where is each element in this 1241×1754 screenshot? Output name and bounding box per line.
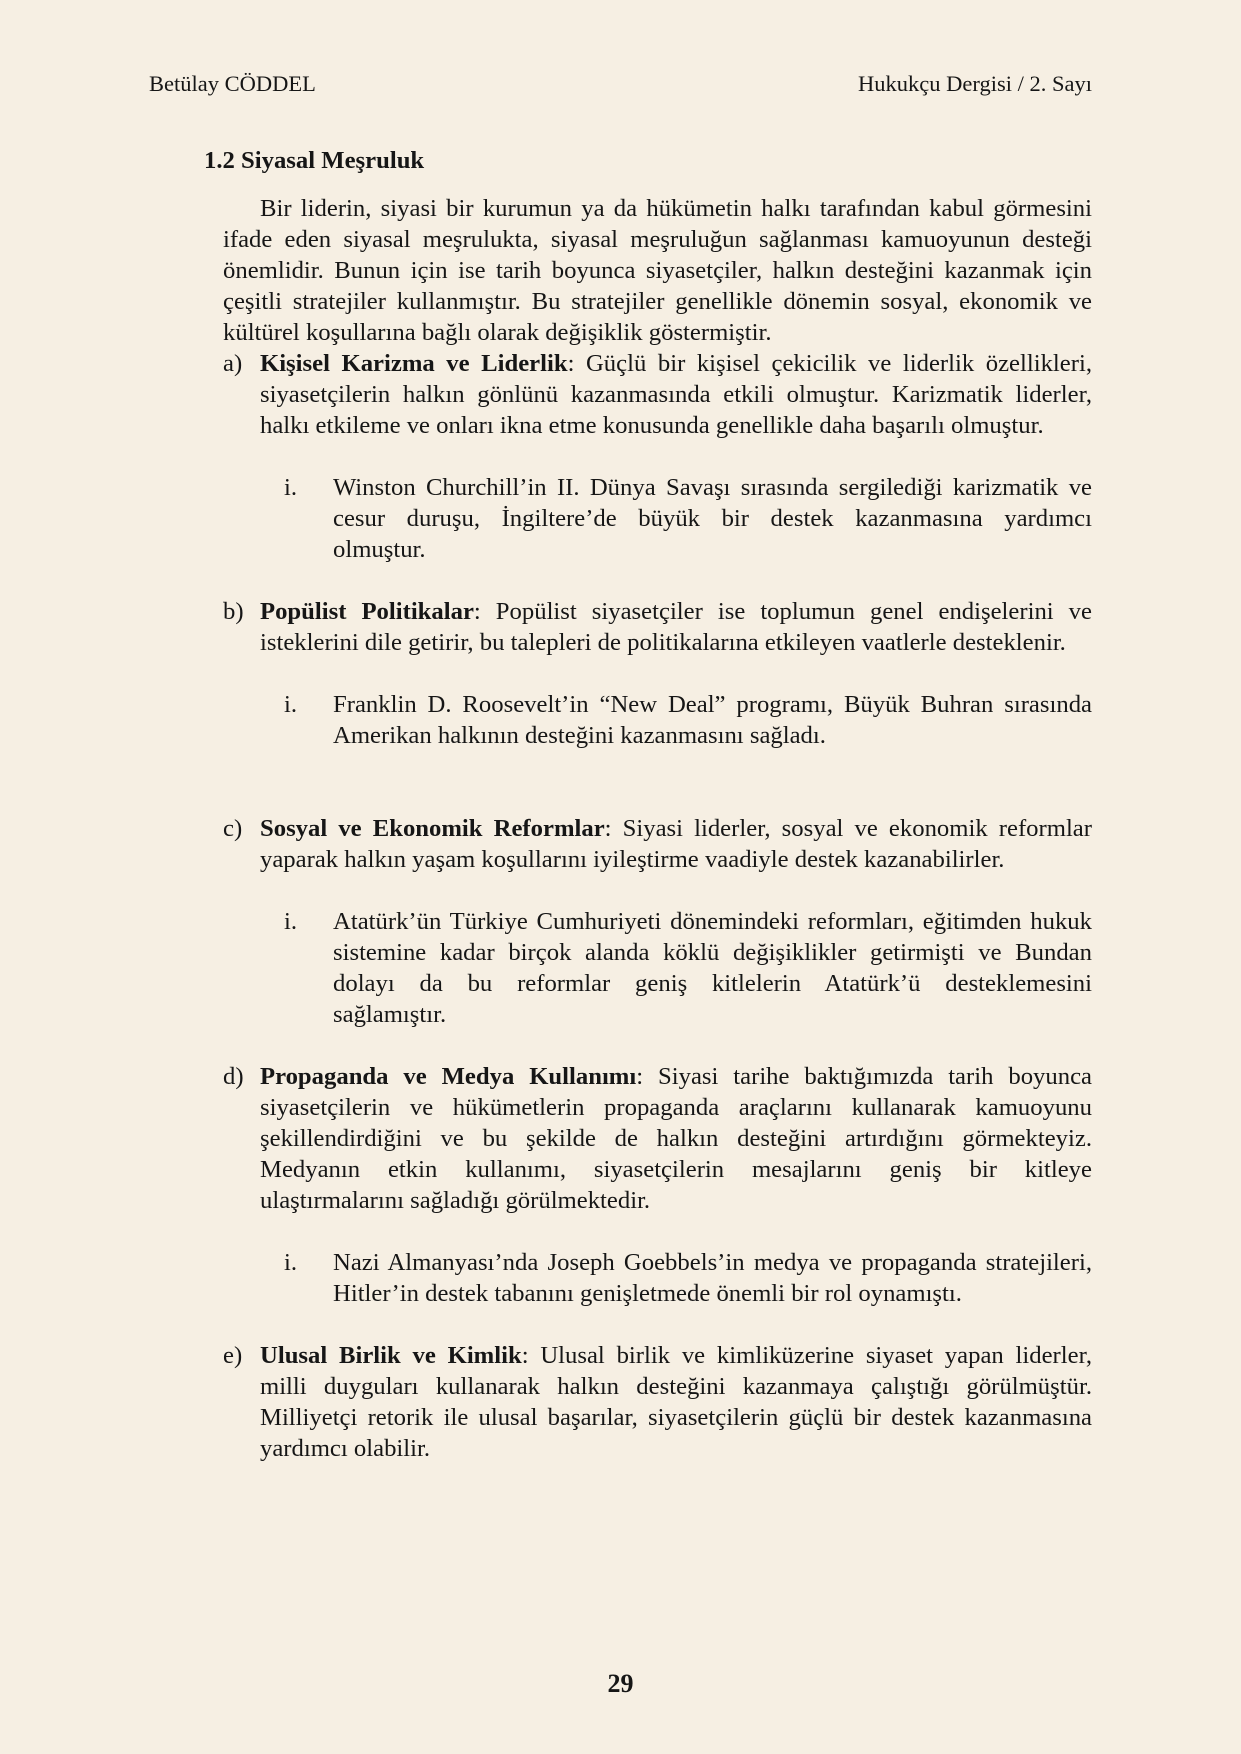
text-line: dolayı da bu reformlar geniş kitlelerin Atatürk’ü desteklemesini (333, 970, 1092, 997)
text-line (260, 1340, 1092, 1371)
list-item-a (223, 348, 1092, 441)
author-name: Betülay CÖDDEL (149, 71, 316, 96)
item-text: : Ulusal birlik ve kimliküzerine siyaset yapan liderler, (521, 1342, 1092, 1369)
text-line: Bir liderin, siyasi bir kurumun ya da hükümetin halkı tarafından kabul görmesini (260, 195, 1092, 222)
item-text: : Siyasi liderler, sosyal ve ekonomik reformlar (604, 815, 1092, 842)
example-item-c-i (223, 906, 1092, 1030)
text-line: siyasetçilerin halkın gönlünü kazanmasında etkili olmuştur. Karizmatik liderler, (260, 381, 1092, 408)
article-body (223, 193, 1092, 1464)
text-line: çeşitli stratejiler kullanmıştır. Bu stratejiler genellikle dönemin sosyal, ekonomik ve (223, 288, 1092, 315)
text-line: sistemine kadar birçok alanda köklü değişiklikler getirmişti ve Bundan (333, 939, 1092, 966)
list-marker: a) (223, 350, 243, 377)
page-number: 29 (607, 1669, 634, 1698)
item-term: Propaganda ve Medya Kullanımı (260, 1063, 637, 1090)
list-item-e (223, 1340, 1092, 1464)
text-line: Amerikan halkının desteğini kazanmasını sağladı. (333, 722, 826, 749)
text-line: kültürel koşullarına bağlı olarak değişiklik göstermiştir. (223, 319, 772, 346)
text-line: önemlidir. Bunun için ise tarih boyunca siyasetçiler, halkın desteğini kazanmak için (223, 257, 1092, 284)
text-line (260, 813, 1092, 844)
text-line: Atatürk’ün Türkiye Cumhuriyeti dönemindeki reformları, eğitimden hukuk (333, 908, 1092, 935)
item-term: Kişisel Karizma ve Liderlik (260, 350, 568, 377)
example-marker: i. (284, 474, 298, 501)
text-line: sağlamıştır. (333, 1001, 447, 1028)
text-line: şekillendirdiğini ve bu şekilde de halkın desteğini artırdığını görmekteyiz. (260, 1125, 1092, 1152)
example-marker: i. (284, 908, 298, 935)
text-line: Medyanın etkin kullanımı, siyasetçilerin mesajlarını geniş bir kitleye (260, 1156, 1092, 1183)
text-line: halkı etkileme ve onları ikna etme konusunda genellikle daha başarılı olmuştur. (260, 412, 1044, 439)
section-title: 1.2 Siyasal Meşruluk (204, 147, 425, 174)
list-item-c (223, 813, 1092, 875)
text-line: Nazi Almanyası’nda Joseph Goebbels’in medya ve propaganda stratejileri, (333, 1249, 1092, 1276)
text-line: cesur duruşu, İngiltere’de büyük bir destek kazanmasına yardımcı (333, 505, 1092, 532)
list-marker: b) (223, 598, 244, 625)
list-marker: e) (223, 1342, 243, 1369)
item-text: : Popülist siyasetçiler ise toplumun genel endişelerini ve (473, 598, 1092, 625)
example-marker: i. (284, 691, 298, 718)
list-item-d (223, 1061, 1092, 1216)
example-item-b-i (223, 689, 1092, 751)
text-line: milli duyguları kullanarak halkın desteğini kazanmaya çalıştığı görülmüştür. (260, 1373, 1092, 1400)
text-line: Winston Churchill’in II. Dünya Savaşı sırasında sergilediği karizmatik ve (333, 474, 1092, 501)
list-marker: d) (223, 1063, 244, 1090)
text-line (260, 1061, 1092, 1092)
text-line (260, 348, 1092, 379)
item-term: Popülist Politikalar (260, 598, 474, 625)
item-text: : Siyasi tarihe baktığımızda tarih boyunca (636, 1063, 1092, 1090)
example-item-a-i (223, 472, 1092, 565)
text-line: isteklerini dile getirir, bu talepleri de politikalarına etkileyen vaatlerle desteklenir. (260, 629, 1066, 656)
item-term: Sosyal ve Ekonomik Reformlar (260, 815, 605, 842)
text-line: Hitler’in destek tabanını genişletmede önemli bir rol oynamıştı. (333, 1280, 962, 1307)
page-header (149, 69, 1092, 99)
text-line: Franklin D. Roosevelt’in “New Deal” programı, Büyük Buhran sırasında (333, 691, 1092, 718)
text-line: olmuştur. (333, 536, 426, 563)
list-item-b (223, 596, 1092, 658)
text-line: ifade eden siyasal meşrulukta, siyasal meşruluğun sağlanması kamuoyunun desteği (223, 226, 1092, 253)
text-line: yaparak halkın yaşam koşullarını iyileştirme vaadiyle destek kazanabilirler. (260, 846, 1005, 873)
example-item-d-i (223, 1247, 1092, 1309)
text-line: yardımcı olabilir. (260, 1435, 431, 1462)
example-marker: i. (284, 1249, 298, 1276)
text-line: Milliyetçi retorik ile ulusal başarılar, siyasetçilerin güçlü bir destek kazanmasına (260, 1404, 1092, 1431)
intro-paragraph (223, 193, 1092, 348)
text-line: ulaştırmalarını sağladığı görülmektedir. (260, 1187, 651, 1214)
text-line (260, 596, 1092, 627)
item-term: Ulusal Birlik ve Kimlik (260, 1342, 522, 1369)
list-marker: c) (223, 815, 243, 842)
journal-name: Hukukçu Dergisi / 2. Sayı (858, 71, 1092, 96)
text-line: siyasetçilerin ve hükümetlerin propaganda araçlarını kullanarak kamuoyunu (260, 1094, 1092, 1121)
item-text: : Güçlü bir kişisel çekicilik ve liderlik özellikleri, (567, 350, 1092, 377)
